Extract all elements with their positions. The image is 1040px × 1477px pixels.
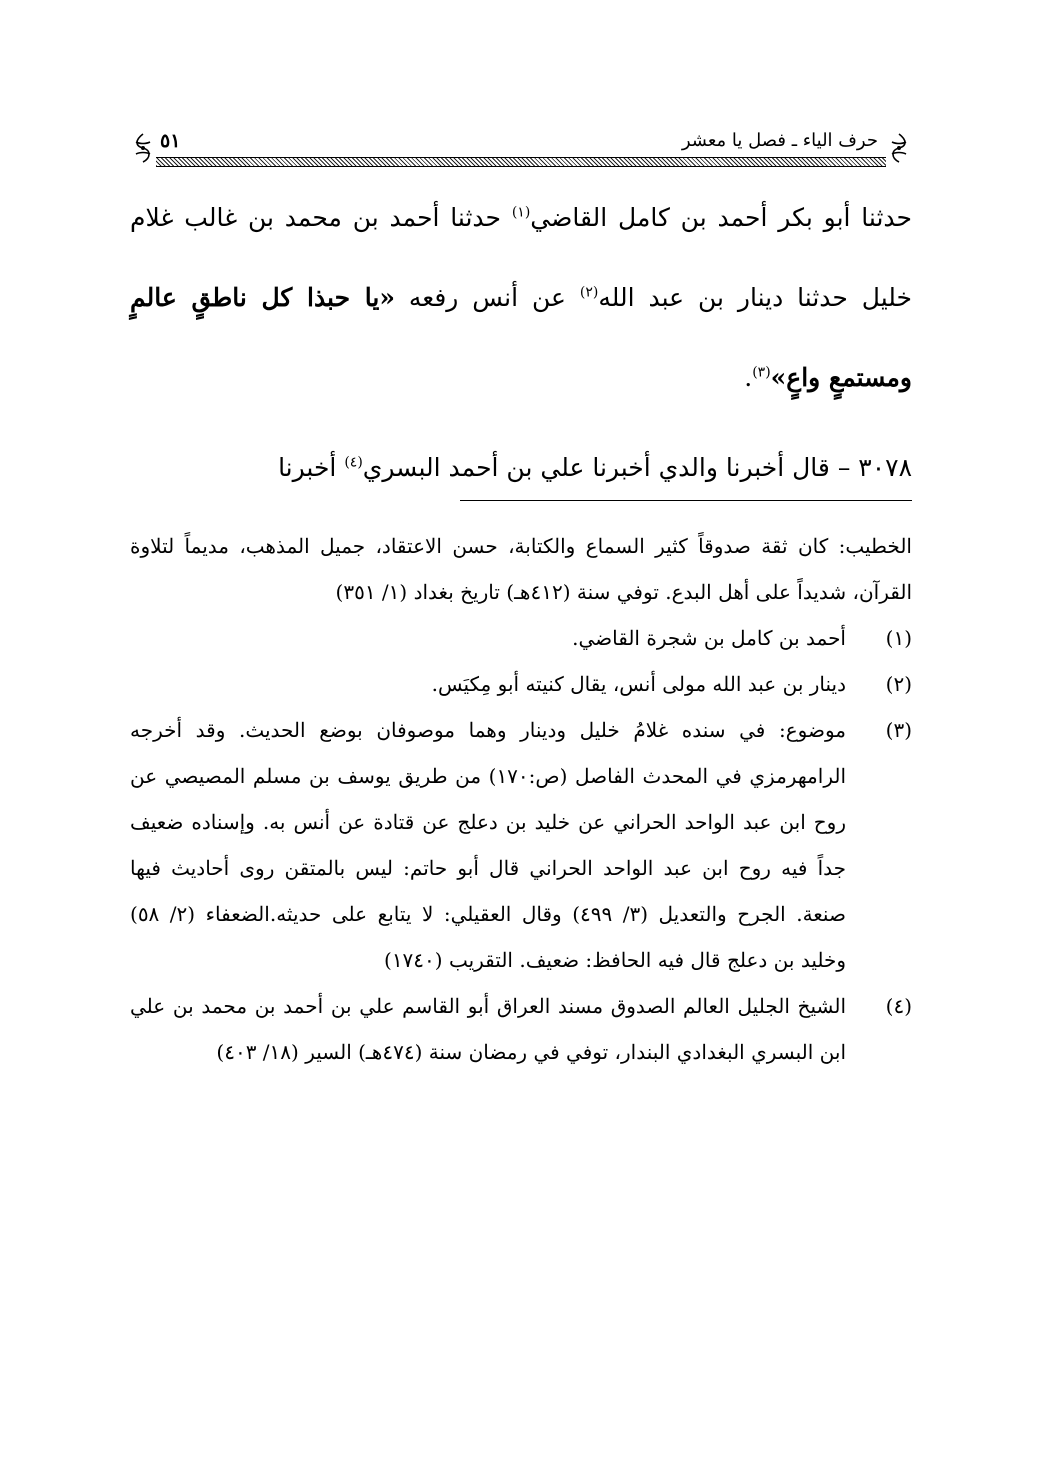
footnote-ref-4[interactable]: (٤) xyxy=(344,454,363,471)
text-segment: ٣٠٧٨ – قال أخبرنا والدي أخبرنا علي بن أحمد البسري xyxy=(362,453,912,482)
footnote-number: (٣) xyxy=(885,718,912,742)
footnote-text: دينار بن عبد الله مولى أنس، يقال كنيته أبو مِكيَس. xyxy=(431,672,846,696)
header-ornamental-band xyxy=(156,157,886,167)
text-segment: حدثنا أبو بكر أحمد بن كامل القاضي xyxy=(530,203,912,232)
footnote-number: (١) xyxy=(885,626,912,650)
footnote-item xyxy=(130,661,912,707)
text-segment: حدثنا أحمد بن محمد بن غالب غلام خليل حدثنا دينار بن عبد الله xyxy=(130,203,913,312)
page-number: ٥١ xyxy=(156,128,184,154)
footnote-carryover: الخطيب: كان ثقة صدوقاً كثير السماع والكتابة، حسن الاعتقاد، جميل المذهب، مديماً لتلاوة القرآن، شديداً على أهل البدع. توفي سنة (٤١٢هـ) تاريخ بغداد (١/ ٣٥١) xyxy=(130,534,912,604)
hadith-paragraph xyxy=(130,178,912,418)
footnote-ref-2[interactable]: (٢) xyxy=(579,284,599,301)
footnote-text: موضوع: في سنده غلامُ خليل ودينار وهما موصوفان بوضع الحديث. وقد أخرجه الرامهرمزي في المحدث الفاصل (ص:١٧٠) من طريق يوسف بن مسلم المصيصي عن روح ابن عبد الواحد الحراني عن خليد بن دعلج عن قتادة عن أنس به. وإسناده ضعيف جداً فيه روح ابن عبد الواحد الحراني قال أبو حاتم: ليس بالمتقن روى أحاديث فيها صنعة. الجرح والتعديل (٣/ ٤٩٩) وقال العقيلي: لا يتابع على حديثه.الضعفاء (٢/ ٥٨) وخليد بن دعلج قال فيه الحافظ: ضعيف. التقريب (١٧٤٠) xyxy=(130,718,847,972)
footnote-item xyxy=(130,983,912,1075)
footnote-text: الشيخ الجليل العالم الصدوق مسند العراق أبو القاسم علي بن أحمد بن محمد بن علي ابن البسري البغدادي البندار، توفي في رمضان سنة (٤٧٤هـ) السير (١٨/ ٤٠٣) xyxy=(130,994,846,1064)
hadith-matn: «يا حبذا كل ناطقٍ عالمٍ ومستمعٍ واعٍ» xyxy=(130,283,912,392)
footnote-item xyxy=(130,707,912,983)
footnote-number: (٢) xyxy=(885,672,912,696)
footnote-item xyxy=(130,615,912,661)
running-header xyxy=(130,128,912,168)
running-header-title: حرف الياء ـ فصل يا معشر xyxy=(678,128,882,154)
hadith-paragraph-3078 xyxy=(130,428,912,508)
footnotes xyxy=(130,523,912,1075)
footnote-ref-1[interactable]: (١) xyxy=(511,204,531,221)
footnote-ref-3[interactable]: (٣) xyxy=(752,364,771,381)
footnote-text: أحمد بن كامل بن شجرة القاضي. xyxy=(572,626,846,650)
text-segment: . xyxy=(744,363,753,392)
text-segment: عن أنس رفعه xyxy=(394,283,580,312)
footnote-number: (٤) xyxy=(885,994,912,1018)
ornament-left-icon xyxy=(130,132,156,164)
text-segment: أخبرنا xyxy=(278,453,345,482)
main-text xyxy=(130,178,912,508)
ornament-right-icon xyxy=(886,132,912,164)
footnote-divider xyxy=(460,500,912,501)
